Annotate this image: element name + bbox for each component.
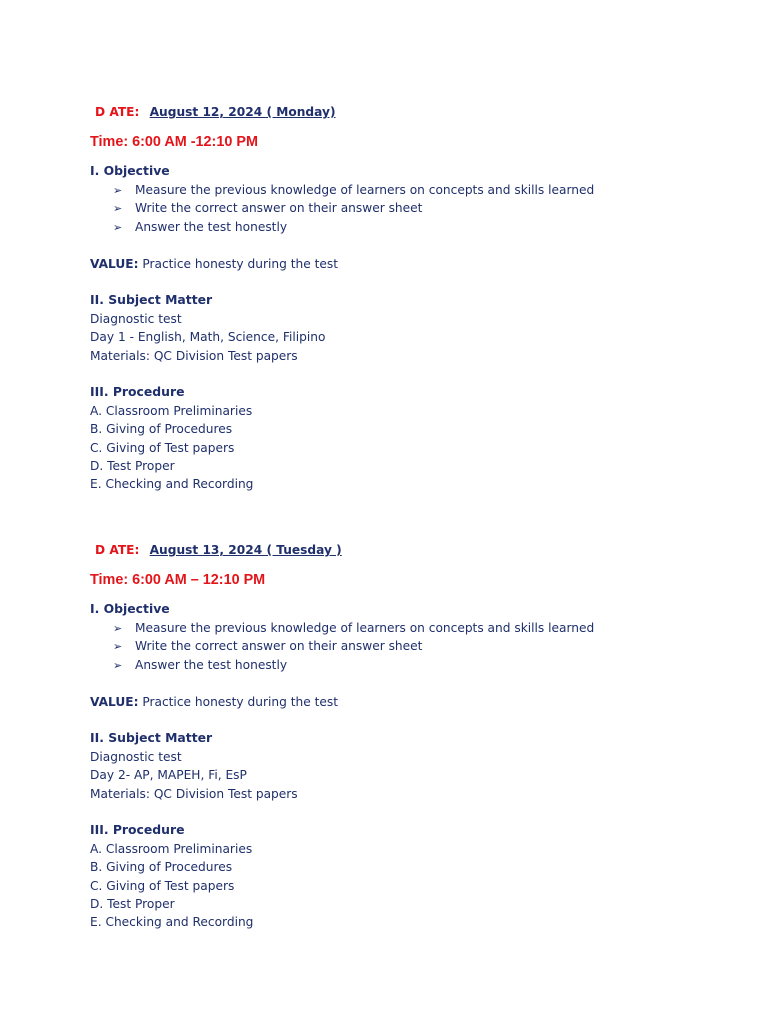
subject-line: Day 1 - English, Math, Science, Filipino [90,330,326,344]
date-value: August 12, 2024 ( Monday) [149,105,336,119]
subject-line: Diagnostic test [90,750,182,764]
procedure-item: B. Giving of Procedures [90,422,233,436]
procedure-item: D. Test Proper [90,897,175,911]
arrowhead-bullet-icon: ➢ [113,659,123,672]
subject-matter-heading: II. Subject Matter [90,730,213,745]
date-line [95,541,342,559]
subject-line: Materials: QC Division Test papers [90,349,298,363]
value-label: VALUE: [90,257,139,271]
objective-text: Measure the previous knowledge of learners on concepts and skills learned [135,621,595,635]
value-line [90,693,338,711]
value-text: Practice honesty during the test [142,257,338,271]
objective-text: Write the correct answer on their answer sheet [135,639,423,653]
time-line: Time: 6:00 AM – 12:10 PM [90,572,266,588]
value-label: VALUE: [90,695,139,709]
subject-matter-heading: II. Subject Matter [90,292,213,307]
value-text: Practice honesty during the test [142,695,338,709]
arrowhead-bullet-icon: ➢ [113,622,123,635]
date-label: D ATE: [95,105,140,119]
procedure-heading: III. Procedure [90,384,185,399]
procedure-item: E. Checking and Recording [90,915,254,929]
arrowhead-bullet-icon: ➢ [113,221,123,234]
objective-item [113,619,594,638]
objective-text: Write the correct answer on their answer sheet [135,201,423,215]
objective-text: Answer the test honestly [135,658,288,672]
objective-item [113,181,594,200]
procedure-item: C. Giving of Test papers [90,879,235,893]
procedure-item: C. Giving of Test papers [90,441,235,455]
procedure-item: B. Giving of Procedures [90,860,233,874]
objective-text: Measure the previous knowledge of learners on concepts and skills learned [135,183,595,197]
objective-text: Answer the test honestly [135,220,288,234]
procedure-item: E. Checking and Recording [90,477,254,491]
date-value: August 13, 2024 ( Tuesday ) [149,543,342,557]
value-line [90,255,338,273]
objective-heading: I. Objective [90,163,170,178]
objective-item [113,656,287,675]
procedure-item: D. Test Proper [90,459,175,473]
objective-item [113,637,422,656]
procedure-heading: III. Procedure [90,822,185,837]
arrowhead-bullet-icon: ➢ [113,202,123,215]
date-label: D ATE: [95,543,140,557]
objective-item [113,218,287,237]
procedure-item: A. Classroom Preliminaries [90,404,253,418]
arrowhead-bullet-icon: ➢ [113,184,123,197]
time-line: Time: 6:00 AM -12:10 PM [90,134,258,150]
subject-line: Day 2- AP, MAPEH, Fi, EsP [90,768,247,782]
objective-item [113,199,422,218]
objective-heading: I. Objective [90,601,170,616]
subject-line: Diagnostic test [90,312,182,326]
procedure-item: A. Classroom Preliminaries [90,842,253,856]
arrowhead-bullet-icon: ➢ [113,640,123,653]
subject-line: Materials: QC Division Test papers [90,787,298,801]
date-line [95,103,336,121]
